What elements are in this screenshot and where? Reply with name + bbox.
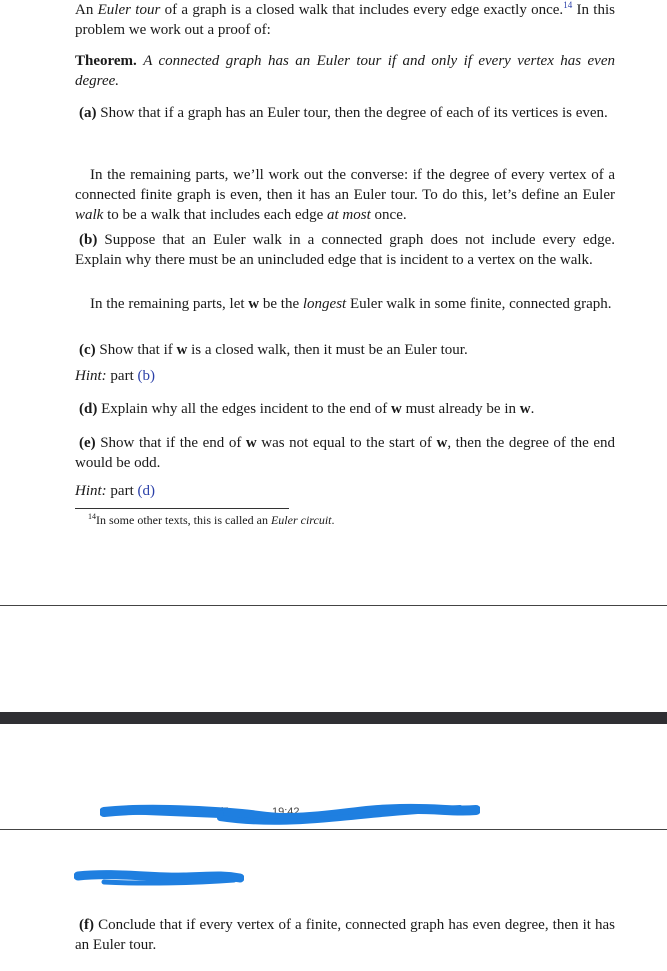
footnote-mark: 14: [88, 512, 96, 521]
part-d-reference-link[interactable]: (d): [137, 483, 155, 499]
w-symbol: w: [391, 401, 402, 417]
part-c: [75, 340, 615, 360]
theorem-label: Theorem.: [75, 53, 137, 69]
longest-text: In the remaining parts, let: [90, 296, 249, 312]
w-symbol: w: [248, 296, 260, 312]
part-a-label: (a): [79, 105, 97, 121]
part-e-text-3: , then the degree of the end would be odd.: [75, 435, 615, 471]
w-symbol: w: [176, 342, 188, 358]
footnote-text-2: .: [331, 513, 335, 527]
w-symbol: w: [519, 401, 531, 417]
header-divider: [0, 829, 667, 830]
intro-text: An: [75, 2, 98, 18]
part-b-text: Suppose that an Euler walk in a connected graph does not include every edge. Explain why there must be an unincluded edge that is incident to a vertex on the walk.: [75, 232, 616, 268]
part-e-text-2: was not equal to the start of: [256, 435, 437, 451]
part-b-reference-link[interactable]: (b): [137, 368, 155, 384]
theorem-statement: [75, 51, 615, 91]
part-a: [75, 103, 615, 123]
intro-paragraph: [75, 0, 615, 40]
part-e: [75, 433, 615, 473]
print-date: 2017/6/5: [186, 806, 229, 818]
part-f-text: Conclude that if every vertex of a finite, connected graph has even degree, then it has an Euler tour.: [75, 917, 616, 953]
footnote-divider: [75, 508, 289, 509]
euler-tour-term: Euler tour: [97, 2, 161, 18]
theorem-text: A connected graph has an Euler tour if and only if every vertex has even degree.: [75, 53, 615, 89]
redaction-scribble: [74, 866, 244, 888]
part-c-text: Show that if: [99, 342, 177, 358]
at-most-term: at most: [327, 207, 371, 223]
intro-text-2: of a graph is a closed walk that includes every edge exactly once.: [160, 2, 564, 18]
hint-text: part: [106, 368, 138, 384]
part-d-text-2: must already be in: [401, 401, 520, 417]
footnote: [88, 512, 335, 528]
part-e-text: Show that if the end of: [100, 435, 246, 451]
longest-walk-paragraph: [75, 294, 615, 314]
w-symbol: w: [245, 435, 257, 451]
converse-text: In the remaining parts, we’ll work out the converse: if the degree of every vertex of a connected finite graph is even, then it has an Euler tour. To do this, let’s define an Euler: [75, 167, 615, 203]
part-b-label: (b): [79, 232, 98, 248]
part-b: [75, 230, 615, 270]
walk-term: walk: [75, 207, 104, 223]
w-symbol: w: [436, 435, 448, 451]
hint-c: [75, 366, 155, 386]
intro-text-3: In this problem we work out a proof of:: [75, 2, 615, 38]
print-meta-line: [0, 798, 667, 828]
part-c-label: (c): [79, 342, 96, 358]
part-c-text-2: is a closed walk, then it must be an Euler tour.: [187, 342, 468, 358]
converse-text-3: once.: [370, 207, 407, 223]
page-bottom-border: [0, 605, 667, 606]
longest-term: longest: [302, 296, 347, 312]
hint-label: Hint:: [75, 368, 107, 384]
converse-paragraph: [75, 165, 615, 225]
part-d: [75, 399, 615, 419]
part-d-text: Explain why all the edges incident to the end of: [101, 401, 392, 417]
part-e-label: (e): [79, 435, 96, 451]
part-d-label: (d): [79, 401, 98, 417]
page-gap-band: [0, 712, 667, 724]
part-f-label: (f): [79, 917, 94, 933]
footnote-marker-link[interactable]: 14: [563, 0, 573, 10]
longest-text-3: Euler walk in some finite, connected graph.: [346, 296, 612, 312]
footnote-text: In some other texts, this is called an: [96, 513, 271, 527]
part-a-text: Show that if a graph has an Euler tour, then the degree of each of its vertices is even.: [100, 105, 608, 121]
hint-label: Hint:: [75, 483, 107, 499]
longest-text-2: be the: [259, 296, 303, 312]
print-time: 19:42: [272, 806, 300, 818]
part-d-text-3: .: [530, 401, 535, 417]
hint-text: part: [106, 483, 138, 499]
hint-e: [75, 481, 155, 501]
part-f: [75, 915, 615, 955]
converse-text-2: to be a walk that includes each edge: [103, 207, 328, 223]
euler-circuit-term: Euler circuit: [270, 513, 332, 527]
